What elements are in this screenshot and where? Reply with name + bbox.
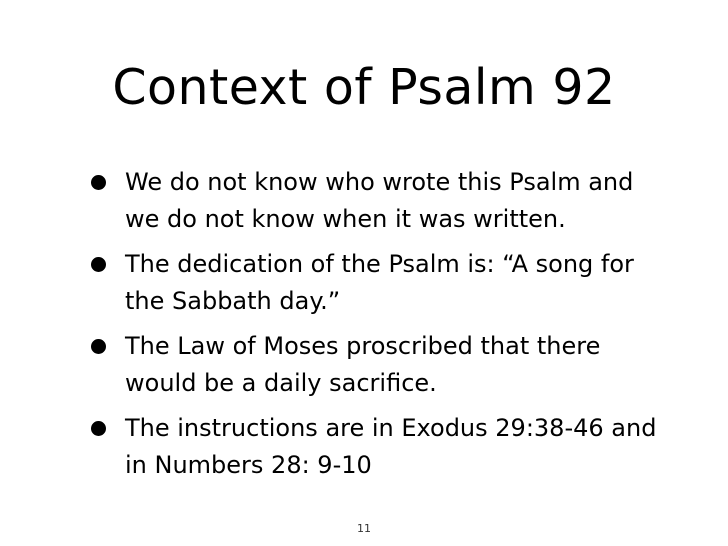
- bullet-list: [86, 164, 666, 492]
- bullet-icon: [91, 175, 106, 190]
- bullet-item: [86, 410, 666, 484]
- bullet-text: The Law of Moses proscribed that there would be a daily sacrifice.: [125, 332, 601, 397]
- bullet-icon: [91, 421, 106, 436]
- bullet-text: We do not know who wrote this Psalm and we do not know when it was written.: [125, 168, 634, 233]
- slide-title: Context of Psalm 92: [112, 59, 616, 116]
- bullet-item: [86, 164, 666, 238]
- bullet-item: [86, 246, 666, 320]
- bullet-item: [86, 328, 666, 402]
- page-number: 11: [357, 522, 371, 535]
- bullet-text: The instructions are in Exodus 29:38-46 and in Numbers 28: 9-10: [125, 414, 657, 479]
- bullet-icon: [91, 257, 106, 272]
- bullet-icon: [91, 339, 106, 354]
- bullet-text: The dedication of the Psalm is: “A song for the Sabbath day.”: [125, 250, 634, 315]
